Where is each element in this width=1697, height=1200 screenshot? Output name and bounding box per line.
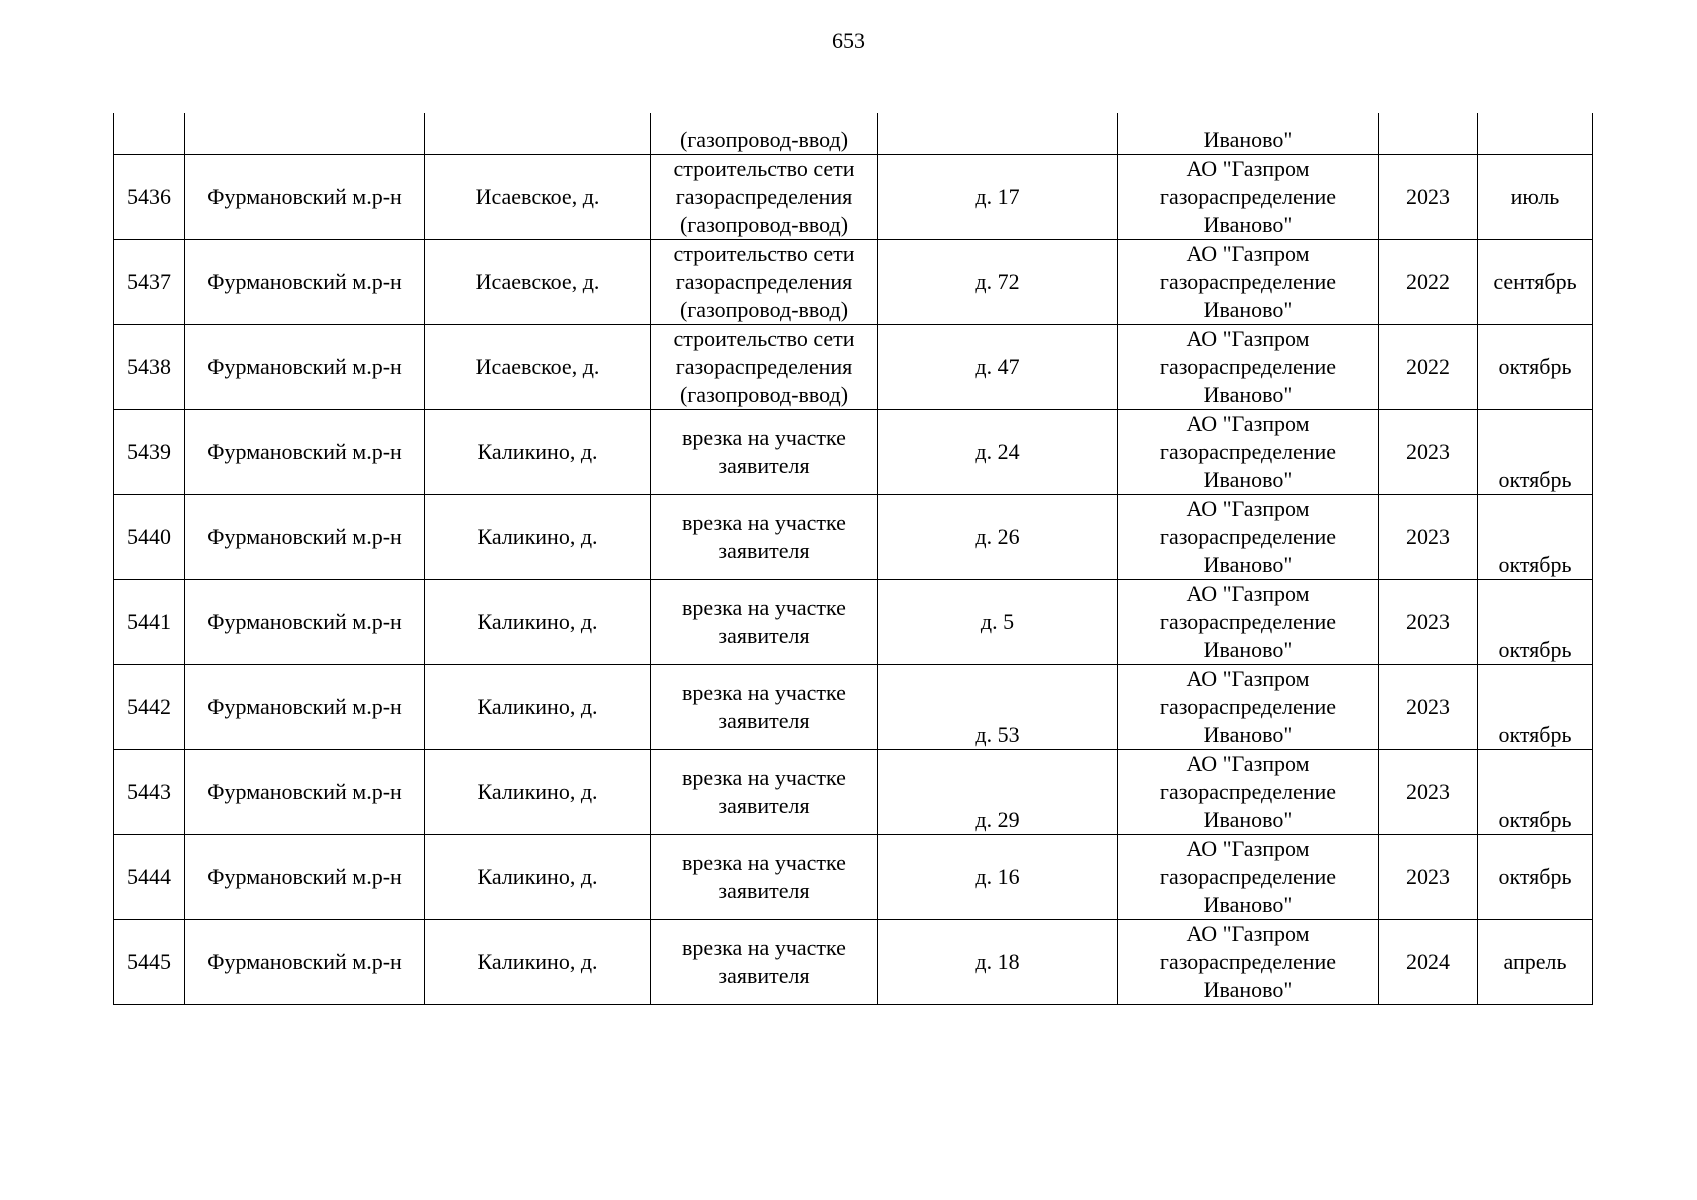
cell-organization: АО "Газпром газораспределение Иваново" [1118, 579, 1379, 664]
cell-num: 5441 [114, 579, 185, 664]
cell-address: д. 29 [878, 749, 1118, 834]
cell-district: Фурмановский м.р-н [185, 664, 425, 749]
cell-num: 5439 [114, 409, 185, 494]
cell-address [878, 113, 1118, 154]
cell-address: д. 24 [878, 409, 1118, 494]
cell-organization: АО "Газпром газораспределение Иваново" [1118, 239, 1379, 324]
cell-month: июль [1478, 154, 1593, 239]
cell-district: Фурмановский м.р-н [185, 834, 425, 919]
cell-num [114, 113, 185, 154]
cell-month: октябрь [1478, 409, 1593, 494]
cell-num: 5438 [114, 324, 185, 409]
table-row [114, 579, 1593, 664]
cell-district: Фурмановский м.р-н [185, 579, 425, 664]
cell-month: октябрь [1478, 324, 1593, 409]
cell-year: 2023 [1379, 409, 1478, 494]
cell-district [185, 113, 425, 154]
cell-locality: Исаевское, д. [425, 154, 651, 239]
cell-locality: Каликино, д. [425, 834, 651, 919]
cell-address: д. 26 [878, 494, 1118, 579]
cell-year: 2023 [1379, 749, 1478, 834]
cell-num: 5444 [114, 834, 185, 919]
cell-organization: АО "Газпром газораспределение Иваново" [1118, 324, 1379, 409]
table-row [114, 919, 1593, 1004]
cell-organization: АО "Газпром газораспределение Иваново" [1118, 154, 1379, 239]
cell-address: д. 5 [878, 579, 1118, 664]
cell-locality: Каликино, д. [425, 579, 651, 664]
cell-month: сентябрь [1478, 239, 1593, 324]
cell-num: 5436 [114, 154, 185, 239]
table-row [114, 494, 1593, 579]
cell-num: 5437 [114, 239, 185, 324]
cell-num: 5442 [114, 664, 185, 749]
cell-work-type: строительство сети газораспределения (газопровод-ввод) [651, 239, 878, 324]
page-number: 653 [832, 28, 865, 53]
cell-year: 2023 [1379, 664, 1478, 749]
cell-organization: АО "Газпром газораспределение Иваново" [1118, 409, 1379, 494]
cell-locality: Каликино, д. [425, 919, 651, 1004]
cell-month: октябрь [1478, 834, 1593, 919]
cell-month: октябрь [1478, 494, 1593, 579]
cell-work-type: врезка на участке заявителя [651, 664, 878, 749]
table-row [114, 749, 1593, 834]
table-body [114, 113, 1593, 1004]
cell-month: апрель [1478, 919, 1593, 1004]
table-row [114, 324, 1593, 409]
cell-year: 2024 [1379, 919, 1478, 1004]
cell-district: Фурмановский м.р-н [185, 494, 425, 579]
cell-organization: АО "Газпром газораспределение Иваново" [1118, 919, 1379, 1004]
cell-address: д. 53 [878, 664, 1118, 749]
cell-year: 2023 [1379, 834, 1478, 919]
cell-month: октябрь [1478, 579, 1593, 664]
cell-district: Фурмановский м.р-н [185, 154, 425, 239]
cell-num: 5443 [114, 749, 185, 834]
cell-address: д. 17 [878, 154, 1118, 239]
cell-year [1379, 113, 1478, 154]
cell-locality: Исаевское, д. [425, 239, 651, 324]
cell-district: Фурмановский м.р-н [185, 749, 425, 834]
cell-work-type: врезка на участке заявителя [651, 579, 878, 664]
cell-work-type: врезка на участке заявителя [651, 409, 878, 494]
cell-year: 2022 [1379, 239, 1478, 324]
table-row [114, 664, 1593, 749]
cell-locality: Каликино, д. [425, 664, 651, 749]
cell-work-type: строительство сети газораспределения (газопровод-ввод) [651, 324, 878, 409]
cell-organization: АО "Газпром газораспределение Иваново" [1118, 664, 1379, 749]
gasification-table [113, 113, 1593, 1005]
cell-work-type: врезка на участке заявителя [651, 749, 878, 834]
cell-locality: Каликино, д. [425, 409, 651, 494]
cell-work-type: врезка на участке заявителя [651, 834, 878, 919]
table-row [114, 834, 1593, 919]
cell-year: 2022 [1379, 324, 1478, 409]
cell-num: 5445 [114, 919, 185, 1004]
cell-locality: Каликино, д. [425, 749, 651, 834]
table-row-continuation [114, 113, 1593, 154]
cell-month: октябрь [1478, 749, 1593, 834]
cell-month: октябрь [1478, 664, 1593, 749]
cell-year: 2023 [1379, 154, 1478, 239]
table-row [114, 154, 1593, 239]
cell-locality: Каликино, д. [425, 494, 651, 579]
cell-address: д. 72 [878, 239, 1118, 324]
cell-work-type: врезка на участке заявителя [651, 494, 878, 579]
cell-organization: АО "Газпром газораспределение Иваново" [1118, 749, 1379, 834]
cell-work-type: врезка на участке заявителя [651, 919, 878, 1004]
cell-district: Фурмановский м.р-н [185, 919, 425, 1004]
cell-num: 5440 [114, 494, 185, 579]
table-row [114, 239, 1593, 324]
cell-year: 2023 [1379, 579, 1478, 664]
cell-organization: АО "Газпром газораспределение Иваново" [1118, 834, 1379, 919]
cell-work-type: (газопровод-ввод) [651, 113, 878, 154]
cell-year: 2023 [1379, 494, 1478, 579]
cell-address: д. 16 [878, 834, 1118, 919]
cell-district: Фурмановский м.р-н [185, 409, 425, 494]
cell-address: д. 47 [878, 324, 1118, 409]
cell-address: д. 18 [878, 919, 1118, 1004]
cell-district: Фурмановский м.р-н [185, 239, 425, 324]
cell-organization: АО "Газпром газораспределение Иваново" [1118, 494, 1379, 579]
cell-locality [425, 113, 651, 154]
table-row [114, 409, 1593, 494]
cell-district: Фурмановский м.р-н [185, 324, 425, 409]
cell-work-type: строительство сети газораспределения (газопровод-ввод) [651, 154, 878, 239]
cell-organization: Иваново" [1118, 113, 1379, 154]
cell-month [1478, 113, 1593, 154]
cell-locality: Исаевское, д. [425, 324, 651, 409]
